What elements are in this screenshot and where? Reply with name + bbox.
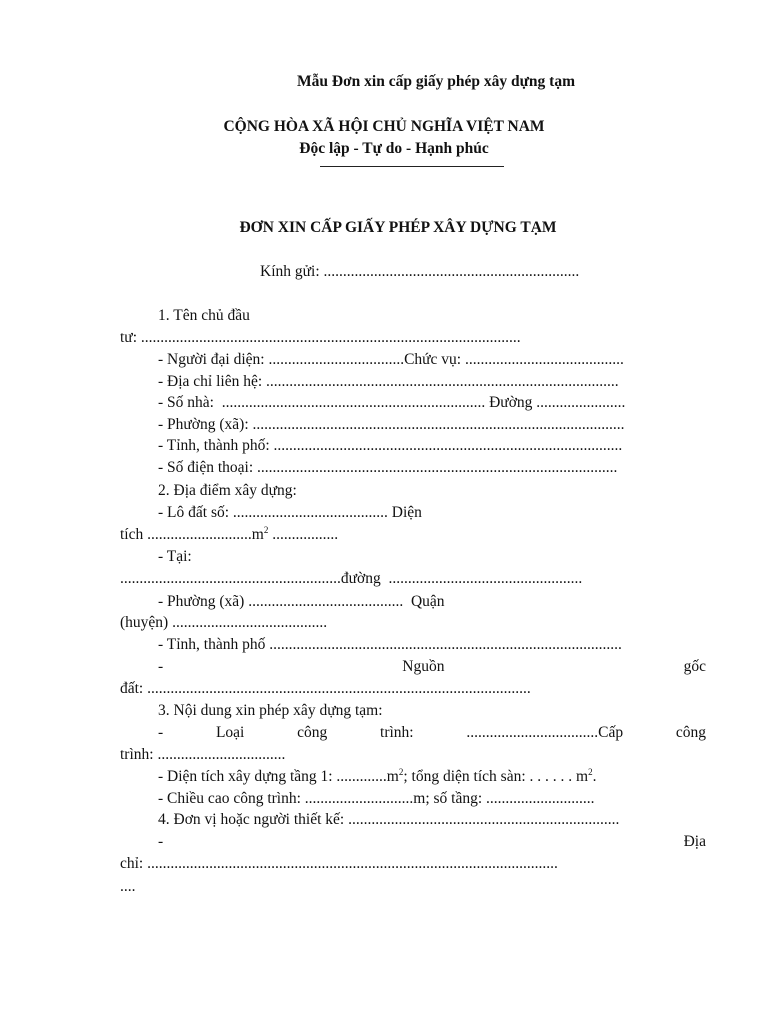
section-3-title: 3. Nội dung xin phép xây dựng tạm: [158, 702, 383, 719]
period: . [592, 768, 597, 785]
dia-chi-lien-he-line: - Địa chỉ liên hệ: ........................................................................................... [158, 373, 619, 390]
trailing-dots: .... [120, 878, 136, 895]
dien-tich-text: tích ...........................m [120, 526, 264, 543]
dien-tich-dots: ................. [268, 526, 339, 543]
motto: Độc lập - Tự do - Hạnh phúc [299, 140, 489, 157]
word: công [297, 724, 328, 741]
huyen-line: (huyện) ........................................ [120, 614, 328, 631]
word: Địa [683, 833, 706, 850]
word: - [158, 833, 164, 850]
word: - [158, 658, 164, 675]
tinh-thanh-pho-line-1: - Tỉnh, thành phố: .......................................................................................... [158, 437, 623, 454]
dien-tich-xay-dung-line [158, 767, 596, 787]
nguon-goc-line [158, 657, 706, 677]
word: gốc [683, 658, 706, 675]
phuong-xa-line-2: - Phường (xã) ........................................ Quận [158, 593, 445, 610]
dat-line: đất: ................................................................................................... [120, 680, 531, 697]
dien-tich-line [120, 525, 338, 545]
kinh-gui-line: Kính gửi: .................................................................. [260, 263, 580, 280]
tai-line: - Tại: [158, 548, 192, 565]
phuong-xa-line-1: - Phường (xã): ................................................................................................ [158, 416, 625, 433]
chi-line: chỉ: .......................................................................................................... [120, 855, 558, 872]
loai-cong-trinh-line [158, 723, 706, 743]
chieu-cao-line: - Chiều cao công trình: ............................m; số tầng: ............................ [158, 790, 595, 807]
word: trình: [380, 724, 414, 741]
nguoi-dai-dien-line: - Người đại diện: ...................................Chức vụ: ......................................... [158, 351, 624, 368]
dien-tich-xd-text: - Diện tích xây dựng tầng 1: .............m [158, 768, 399, 785]
dia-chi-line [158, 832, 706, 852]
word: công [675, 724, 706, 741]
superscript-2: 2 [398, 767, 404, 777]
superscript-2: 2 [588, 767, 593, 777]
superscript-2: 2 [263, 525, 269, 535]
tinh-thanh-pho-line-2: - Tỉnh, thành phố ........................................................................................... [158, 636, 622, 653]
tai-cont-line: .........................................................đường .................................................. [120, 570, 583, 587]
word: Loại [215, 724, 245, 741]
section-2-title: 2. Địa điểm xây dựng: [158, 482, 297, 499]
word: ..................................Cấp [466, 724, 624, 741]
word: Nguồn [402, 658, 445, 675]
section-1-title: 1. Tên chủ đầu [158, 307, 250, 324]
form-title: Mẫu Đơn xin cấp giấy phép xây dựng tạm [297, 73, 575, 90]
document-heading: ĐƠN XIN CẤP GIẤY PHÉP XÂY DỰNG TẠM [239, 219, 557, 236]
word: - [158, 724, 164, 741]
nation-heading: CỘNG HÒA XÃ HỘI CHỦ NGHĨA VIỆT NAM [223, 118, 545, 135]
motto-underline [320, 166, 504, 167]
section-4-title: 4. Đơn vị hoặc người thiết kế: ...................................................................... [158, 811, 620, 828]
tong-dien-tich-text: ; tổng diện tích sàn: . . . . . . m [403, 768, 589, 785]
trinh-line: trình: ................................. [120, 746, 286, 763]
section-1-cont: tư: .................................................................................................. [120, 329, 521, 346]
so-dien-thoai-line: - Số điện thoại: ............................................................................................. [158, 459, 618, 476]
lo-dat-so-line: - Lô đất số: ........................................ Diện [158, 504, 422, 521]
so-nha-line: - Số nhà: .................................................................... Đường ....................... [158, 394, 626, 411]
